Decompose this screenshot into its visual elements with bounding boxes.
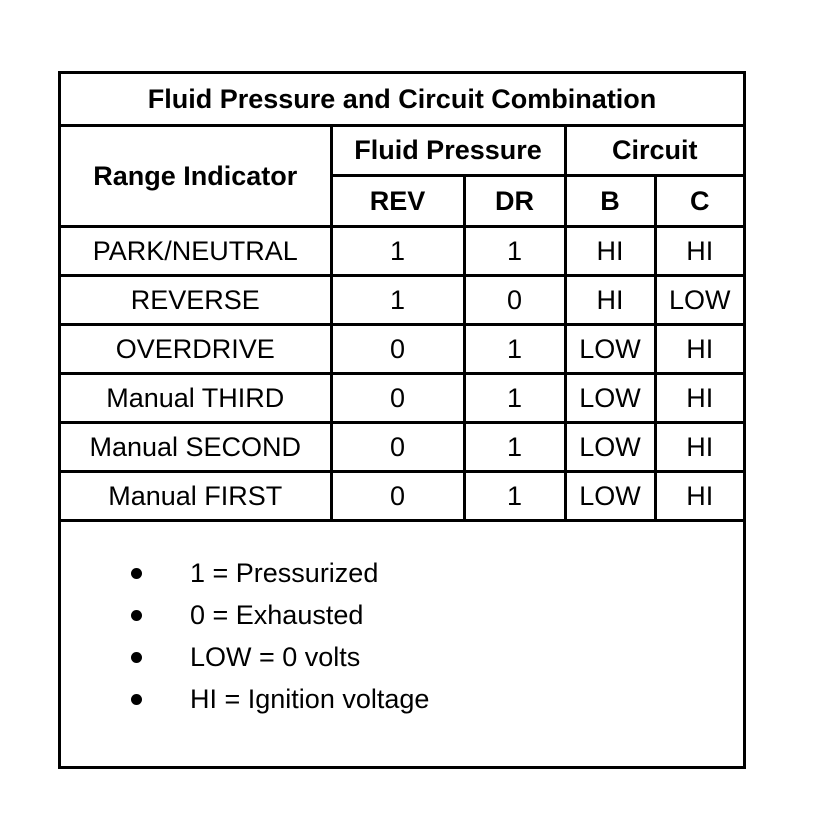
cell-c: HI: [655, 374, 743, 423]
table-row: [61, 374, 743, 423]
cell-dr: 1: [464, 423, 565, 472]
list-item: [131, 552, 429, 594]
legend-notes: [61, 538, 743, 766]
cell-b: HI: [565, 227, 655, 276]
table-row: [61, 227, 743, 276]
combination-table: [61, 74, 743, 522]
header-b: B: [565, 176, 655, 227]
cell-c: HI: [655, 423, 743, 472]
bullet-icon: [131, 694, 142, 705]
cell-range: REVERSE: [61, 276, 331, 325]
cell-rev: 0: [331, 374, 464, 423]
table-row: [61, 276, 743, 325]
cell-c: LOW: [655, 276, 743, 325]
cell-dr: 1: [464, 325, 565, 374]
cell-c: HI: [655, 227, 743, 276]
cell-range: Manual FIRST: [61, 472, 331, 521]
header-dr: DR: [464, 176, 565, 227]
header-rev: REV: [331, 176, 464, 227]
cell-b: LOW: [565, 374, 655, 423]
cell-rev: 0: [331, 423, 464, 472]
cell-b: LOW: [565, 472, 655, 521]
cell-dr: 1: [464, 472, 565, 521]
note-text: 0 = Exhausted: [190, 600, 364, 630]
cell-rev: 0: [331, 325, 464, 374]
cell-rev: 1: [331, 276, 464, 325]
bullet-icon: [131, 652, 142, 663]
cell-b: LOW: [565, 325, 655, 374]
table-row: [61, 423, 743, 472]
table-row: [61, 325, 743, 374]
cell-rev: 1: [331, 227, 464, 276]
cell-c: HI: [655, 472, 743, 521]
legend-list: [131, 552, 429, 720]
cell-dr: 0: [464, 276, 565, 325]
header-fluid-pressure: Fluid Pressure: [331, 126, 565, 176]
cell-dr: 1: [464, 374, 565, 423]
header-c: C: [655, 176, 743, 227]
cell-b: LOW: [565, 423, 655, 472]
cell-range: Manual SECOND: [61, 423, 331, 472]
cell-rev: 0: [331, 472, 464, 521]
header-circuit: Circuit: [565, 126, 743, 176]
list-item: [131, 678, 429, 720]
cell-c: HI: [655, 325, 743, 374]
list-item: [131, 636, 429, 678]
list-item: [131, 594, 429, 636]
table-row: [61, 472, 743, 521]
bullet-icon: [131, 610, 142, 621]
table-title: Fluid Pressure and Circuit Combination: [61, 74, 743, 126]
note-text: LOW = 0 volts: [190, 642, 361, 672]
cell-range: OVERDRIVE: [61, 325, 331, 374]
combination-table-frame: [58, 71, 746, 769]
cell-range: PARK/NEUTRAL: [61, 227, 331, 276]
note-text: 1 = Pressurized: [190, 558, 379, 588]
cell-range: Manual THIRD: [61, 374, 331, 423]
cell-dr: 1: [464, 227, 565, 276]
note-text: HI = Ignition voltage: [190, 684, 430, 714]
bullet-icon: [131, 568, 142, 579]
header-range-indicator: Range Indicator: [61, 126, 331, 227]
cell-b: HI: [565, 276, 655, 325]
